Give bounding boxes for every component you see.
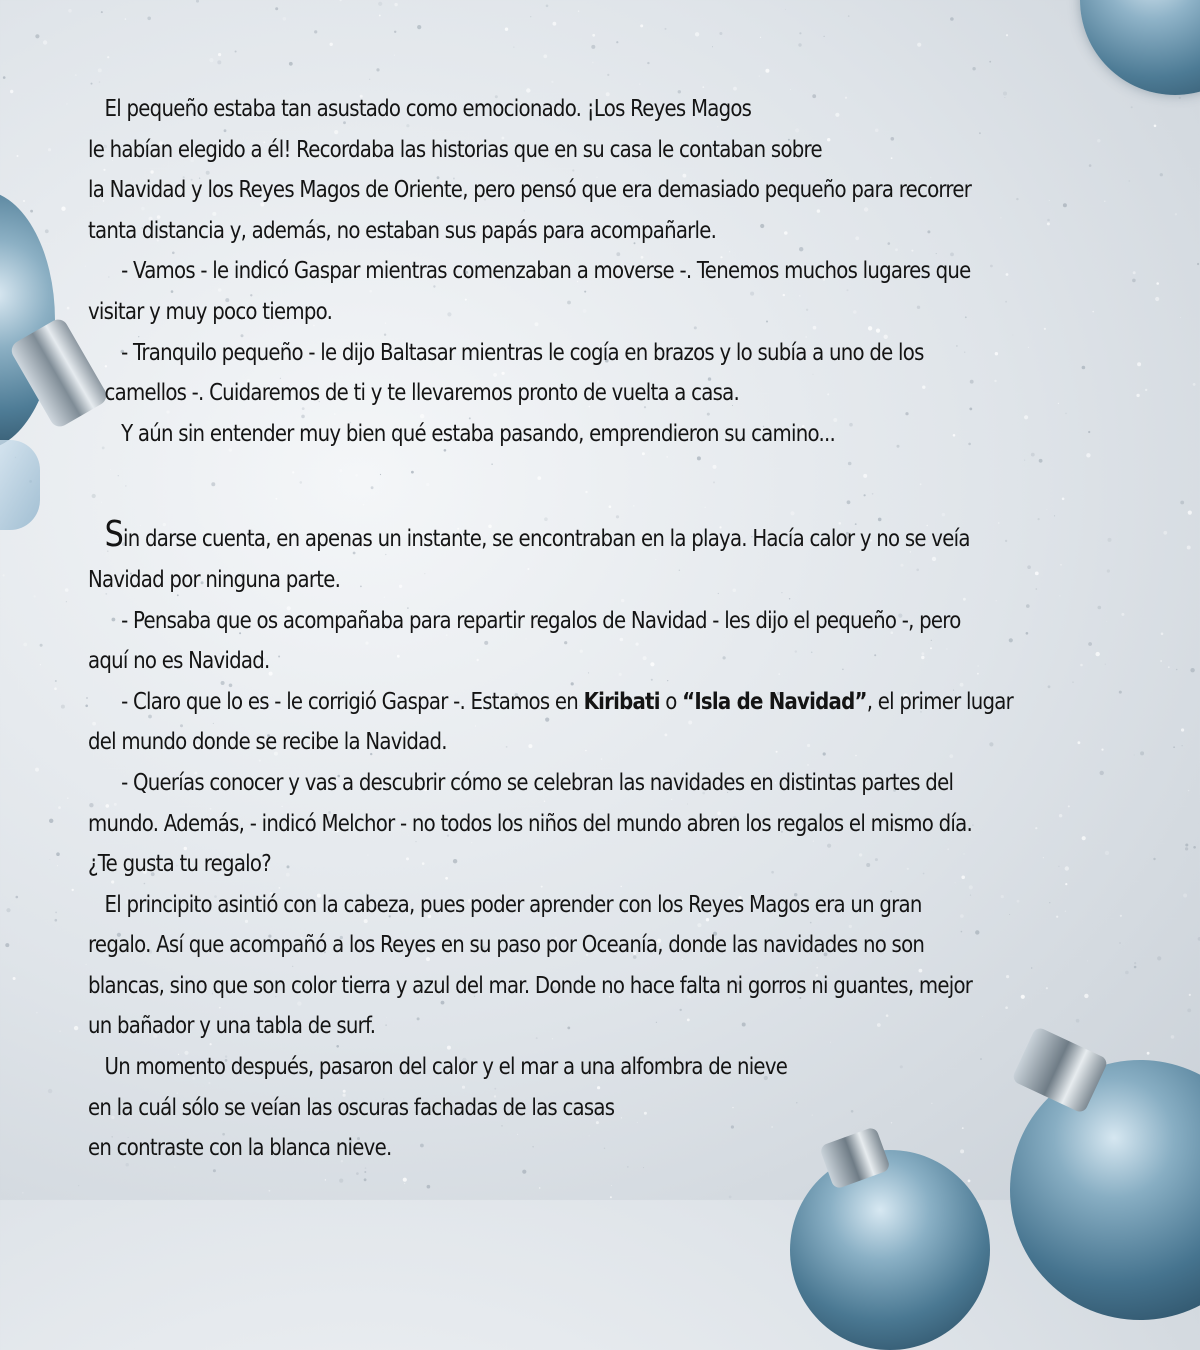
snow-speck [78,1185,79,1186]
snow-speck [785,9,786,10]
snow-speck [72,889,74,891]
text-line: tanta distancia y, además, no estaban sus papás para acompañarle. [88,215,717,244]
snow-speck [1179,97,1181,99]
snow-speck [75,74,77,76]
snow-speck [36,1012,37,1013]
snow-speck [513,47,514,48]
snow-speck [522,1170,526,1174]
snow-speck [610,1196,612,1198]
snow-speck [58,806,61,809]
snow-speck [394,31,396,33]
paragraph-1 [88,88,1172,453]
snow-speck [1183,894,1187,898]
snow-speck [339,1179,343,1183]
text-line: ¿Te gusta tu regalo? [88,849,271,878]
snow-speck [3,574,5,576]
snow-speck [364,1171,366,1173]
snow-speck [17,155,19,157]
snow-speck [217,60,221,64]
snow-speck [1193,383,1196,386]
snow-speck [530,16,531,17]
snow-speck [592,34,595,37]
text-line: Navidad por ninguna parte. [88,564,341,593]
snow-speck [1197,263,1199,265]
text-line: visitar y muy poco tiempo. [88,296,333,325]
snow-speck [760,37,761,38]
snow-speck [427,1185,431,1189]
snow-speck [30,210,33,213]
text-fragment: , el primer lugar [866,686,1013,715]
snow-speck [799,32,801,34]
snow-speck [379,15,381,17]
text-line: El pequeño estaba tan asustado como emocionado. ¡Los Reyes Magos [88,94,752,122]
snow-speck [591,45,595,49]
snow-speck [67,798,68,799]
snow-speck [15,896,18,899]
snow-speck [235,51,237,53]
snow-speck [330,43,333,46]
snow-speck [639,84,640,85]
snow-speck [695,32,699,36]
snow-speck [48,148,51,151]
snow-speck [1190,668,1194,672]
snow-speck [968,1180,971,1183]
snow-speck [1175,213,1177,215]
snow-speck [765,69,769,73]
snow-speck [55,919,58,922]
snow-speck [1181,728,1184,731]
text-line: la Navidad y los Reyes Magos de Oriente, pero pensó que era demasiado pequeño para recorrer [88,175,972,204]
snow-speck [74,1026,78,1030]
snow-speck [54,687,57,690]
text-line: - Tranquilo pequeño - le dijo Baltasar mientras le cogía en brazos y lo subía a uno de los [88,337,924,366]
snow-speck [49,819,53,823]
snow-speck [48,1089,52,1093]
snow-speck [1176,669,1178,671]
snow-speck [218,53,221,56]
snow-speck [55,680,57,682]
snow-speck [99,81,100,82]
snow-speck [394,3,397,6]
bold-place-alias: “Isla de Navidad” [682,686,867,715]
snow-speck [3,76,6,79]
snow-speck [22,1192,23,1193]
snow-speck [551,81,553,83]
snow-speck [66,601,67,602]
snow-speck [611,1185,612,1186]
snow-speck [1180,317,1181,318]
text-fragment: o [659,686,683,715]
snow-speck [314,30,317,33]
snow-speck [1185,847,1188,850]
snow-speck [65,588,69,592]
text-line: - Vamos - le indicó Gaspar mientras comenzaban a moverse -. Tenemos muchos lugares que [88,256,971,285]
snow-speck [1189,994,1191,996]
snow-speck [848,15,850,17]
snow-speck [607,74,609,76]
snow-speck [269,1190,271,1192]
drop-cap: S [104,514,124,556]
snow-speck [1193,846,1196,849]
snow-speck [950,17,954,21]
snow-speck [56,852,60,856]
text-line [88,515,1172,559]
snow-speck [23,643,27,647]
snow-speck [68,9,72,13]
snow-speck [107,56,109,58]
snow-speck [972,67,975,70]
snow-speck [712,46,713,47]
snow-speck [546,5,549,8]
snow-speck [67,307,70,310]
snow-speck [6,908,10,912]
snow-speck [640,24,643,27]
ribbon-left [0,440,40,530]
text-line: - Pensaba que os acompañaba para repartir regalos de Navidad - les dijo el pequeño -, pero [88,605,961,634]
snow-speck [1182,745,1183,746]
snow-speck [417,25,421,29]
snow-speck [369,79,370,80]
snow-speck [404,1183,405,1184]
snow-speck [10,90,13,93]
snow-speck [759,76,760,77]
bold-place-name: Kiribati [583,686,660,715]
snow-speck [1188,790,1189,791]
text-line: camellos -. Cuidaremos de ti y te llevaremos pronto de vuelta a casa. [88,378,739,407]
text-line: en la cuál sólo se veían las oscuras fachadas de las casas [88,1092,615,1121]
snow-speck [553,22,557,26]
snow-speck [35,768,39,772]
snow-speck [209,58,213,62]
snow-speck [147,17,151,21]
story-text [88,88,1172,1168]
snow-speck [356,1172,359,1175]
ornament-bottom-center [790,1150,990,1350]
snow-speck [729,1196,732,1199]
snow-speck [403,1178,407,1182]
snow-speck [376,68,379,71]
snow-speck [55,912,57,914]
snow-speck [1180,501,1184,505]
snow-speck [5,943,9,947]
text-fragment: - Claro que lo es - le corrigió Gaspar -. Estamos en [88,686,584,715]
snow-speck [23,200,25,202]
snow-speck [378,2,382,6]
snow-speck [59,1030,61,1032]
text-line: del mundo donde se recibe la Navidad. [88,727,447,756]
snow-speck [339,0,341,1]
text-line: blancas, sino que son color tierra y azul del mar. Donde no hace falta ni gorros ni guantes, mejor [88,970,973,999]
snow-speck [289,62,293,66]
snow-speck [592,62,594,64]
snow-speck [989,61,991,63]
snow-speck [13,977,16,980]
paragraph-2 [88,515,1172,1168]
snow-speck [125,18,126,19]
text-line: un bañador y una tabla de surf. [88,1011,376,1040]
snow-speck [1188,510,1192,514]
snow-speck [213,1169,216,1172]
snow-speck [275,7,278,10]
snow-speck [66,103,68,105]
snow-speck [50,859,51,860]
text-line: aquí no es Navidad. [88,646,270,675]
snow-speck [1187,546,1191,550]
text-line: Y aún sin entender muy bien qué estaba pasando, emprendieron su camino... [88,418,836,447]
snow-speck [539,1187,540,1188]
snow-speck [101,11,103,13]
text-line: regalo. Así que acompañó a los Reyes en su paso por Oceanía, donde las navidades no son [88,930,925,959]
snow-speck [1187,1009,1191,1013]
snow-speck [1185,844,1188,847]
paragraph-gap [88,453,1172,515]
snow-speck [85,964,86,965]
snow-speck [394,55,395,56]
text-line [88,681,1172,722]
snow-speck [34,595,36,597]
text-line: mundo. Además, - indicó Melchor - no todos los niños del mundo abren los regalos el mismo día. [88,808,972,837]
snow-speck [719,32,722,35]
snow-speck [325,1179,326,1180]
snow-speck [665,28,667,30]
snow-speck [40,664,41,665]
snow-speck [40,644,43,647]
snow-speck [364,1178,367,1181]
text-line: - Querías conocer y vas a descubrir cómo se celebran las navidades en distintas partes del [88,767,954,796]
snow-speck [98,68,102,72]
snow-speck [616,41,618,43]
snow-speck [1006,34,1008,36]
text-line: Un momento después, pasaron del calor y el mar a una alfombra de nieve [88,1052,788,1081]
snow-speck [85,266,86,267]
snow-speck [1173,746,1175,748]
text-line: El principito asintió con la cabeza, pues poder aprender con los Reyes Magos era un gran [88,889,922,918]
snow-speck [543,54,547,58]
snow-speck [45,229,49,233]
text-line: en contraste con la blanca nieve. [88,1133,392,1162]
snow-speck [196,0,199,3]
snow-speck [824,36,825,37]
text-line: le habían elegido a él! Recordaba las historias que en su casa le contaban sobre [88,134,822,163]
snow-speck [917,43,921,47]
snow-speck [57,865,58,866]
snow-speck [283,17,287,21]
snow-speck [647,62,649,64]
snow-speck [61,207,65,211]
snow-speck [505,28,508,31]
snow-speck [61,705,65,709]
snow-speck [35,34,39,38]
snow-speck [43,40,47,44]
snow-speck [578,11,579,12]
text-fragment: in darse cuenta, en apenas un instante, se encontraban en la playa. Hacía calor y no se veía [123,524,970,553]
snow-speck [91,83,93,85]
snow-speck [798,43,801,46]
